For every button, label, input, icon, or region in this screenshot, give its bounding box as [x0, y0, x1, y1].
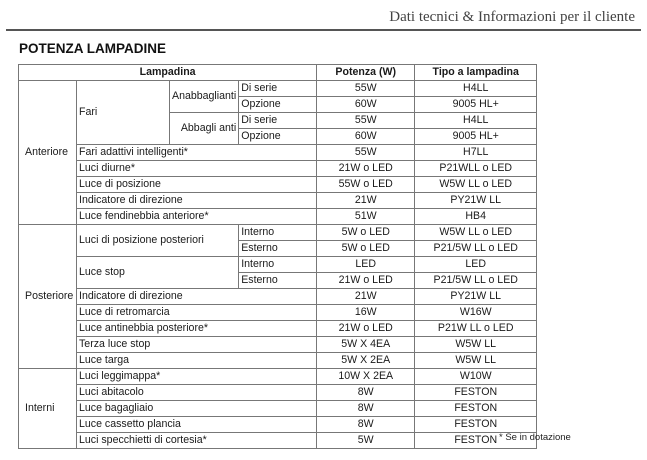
power-cell: 5W o LED: [317, 225, 415, 241]
bulb-spec-table: [18, 64, 537, 449]
lamp-rear-position: Luci di posizione posteriori: [77, 225, 239, 257]
section-title: POTENZA LAMPADINE: [19, 41, 166, 56]
table-row: [19, 305, 537, 321]
table-row: [19, 369, 537, 385]
power-cell: 60W: [317, 129, 415, 145]
lamp-label: Luce di posizione: [77, 177, 317, 193]
table-row: [19, 289, 537, 305]
power-cell: 55W: [317, 145, 415, 161]
type-cell: HB4: [415, 209, 537, 225]
table-row: [19, 209, 537, 225]
table-row: [19, 161, 537, 177]
table-row: [19, 193, 537, 209]
type-cell: 9005 HL+: [415, 97, 537, 113]
table-row: [19, 385, 537, 401]
type-cell: H4LL: [415, 113, 537, 129]
table-row: [19, 433, 537, 449]
variant-inner: Interno: [239, 225, 317, 241]
type-cell: FESTON: [415, 417, 537, 433]
col-header-power: Potenza (W): [317, 65, 415, 81]
lamp-label: Terza luce stop: [77, 337, 317, 353]
type-cell: P21/5W LL o LED: [415, 273, 537, 289]
table-row: [19, 417, 537, 433]
type-cell: FESTON: [415, 401, 537, 417]
variant-standard: Di serie: [239, 113, 317, 129]
power-cell: 21W: [317, 193, 415, 209]
lamp-stop: Luce stop: [77, 257, 239, 289]
lamp-label: Luci abitacolo: [77, 385, 317, 401]
type-cell: H4LL: [415, 81, 537, 97]
col-header-type: Tipo a lampadina: [415, 65, 537, 81]
type-cell: LED: [415, 257, 537, 273]
type-cell: W5W LL o LED: [415, 177, 537, 193]
power-cell: 21W o LED: [317, 273, 415, 289]
type-cell: P21W LL o LED: [415, 321, 537, 337]
variant-outer: Esterno: [239, 273, 317, 289]
table-row: [19, 321, 537, 337]
lamp-label: Luci specchietti di cortesia*: [77, 433, 317, 449]
variant-outer: Esterno: [239, 241, 317, 257]
table-row: [19, 401, 537, 417]
table-row: [19, 257, 537, 273]
power-cell: 16W: [317, 305, 415, 321]
type-cell: 9005 HL+: [415, 129, 537, 145]
lamp-dipped: Anabbaglianti: [170, 81, 239, 113]
type-cell: H7LL: [415, 145, 537, 161]
lamp-label: Luce targa: [77, 353, 317, 369]
table-row: [19, 225, 537, 241]
type-cell: W5W LL: [415, 353, 537, 369]
type-cell: W16W: [415, 305, 537, 321]
table-row: [19, 353, 537, 369]
lamp-main-beam: Abbagli anti: [170, 113, 239, 145]
power-cell: 5W o LED: [317, 241, 415, 257]
lamp-fari: Fari: [77, 81, 170, 145]
power-cell: 55W: [317, 113, 415, 129]
type-cell: PY21W LL: [415, 289, 537, 305]
variant-option: Opzione: [239, 129, 317, 145]
lamp-label: Luce di retromarcia: [77, 305, 317, 321]
type-cell: W10W: [415, 369, 537, 385]
power-cell: 51W: [317, 209, 415, 225]
power-cell: 21W o LED: [317, 321, 415, 337]
power-cell: LED: [317, 257, 415, 273]
type-cell: P21/5W LL o LED: [415, 241, 537, 257]
variant-option: Opzione: [239, 97, 317, 113]
table-row: [19, 81, 537, 97]
power-cell: 5W X 4EA: [317, 337, 415, 353]
group-front: Anteriore: [19, 81, 77, 225]
power-cell: 21W: [317, 289, 415, 305]
lamp-label: Luce antinebbia posteriore*: [77, 321, 317, 337]
table-row: [19, 145, 537, 161]
table-row: [19, 177, 537, 193]
col-header-lamp: Lampadina: [19, 65, 317, 81]
power-cell: 10W X 2EA: [317, 369, 415, 385]
type-cell: W5W LL o LED: [415, 225, 537, 241]
lamp-label: Luci diurne*: [77, 161, 317, 177]
type-cell: W5W LL: [415, 337, 537, 353]
power-cell: 55W o LED: [317, 177, 415, 193]
power-cell: 60W: [317, 97, 415, 113]
table-row: [19, 337, 537, 353]
power-cell: 8W: [317, 401, 415, 417]
power-cell: 8W: [317, 385, 415, 401]
footnote: * Se in dotazione: [499, 432, 571, 443]
type-cell: P21WLL o LED: [415, 161, 537, 177]
lamp-label: Luce bagagliaio: [77, 401, 317, 417]
variant-standard: Di serie: [239, 81, 317, 97]
power-cell: 5W X 2EA: [317, 353, 415, 369]
type-cell: FESTON: [415, 385, 537, 401]
group-interior: Interni: [19, 369, 77, 449]
table-header-row: [19, 65, 537, 81]
group-rear: Posteriore: [19, 225, 77, 369]
power-cell: 55W: [317, 81, 415, 97]
power-cell: 21W o LED: [317, 161, 415, 177]
lamp-label: Luce cassetto plancia: [77, 417, 317, 433]
header-divider: [6, 29, 641, 31]
lamp-label: Indicatore di direzione: [77, 193, 317, 209]
type-cell: FESTON: [415, 433, 537, 449]
lamp-label: Indicatore di direzione: [77, 289, 317, 305]
type-cell: PY21W LL: [415, 193, 537, 209]
lamp-label: Fari adattivi intelligenti*: [77, 145, 317, 161]
lamp-label: Luci leggimappa*: [77, 369, 317, 385]
power-cell: 8W: [317, 417, 415, 433]
variant-inner: Interno: [239, 257, 317, 273]
page-header: Dati tecnici & Informazioni per il cliente: [389, 9, 635, 25]
lamp-label: Luce fendinebbia anteriore*: [77, 209, 317, 225]
power-cell: 5W: [317, 433, 415, 449]
